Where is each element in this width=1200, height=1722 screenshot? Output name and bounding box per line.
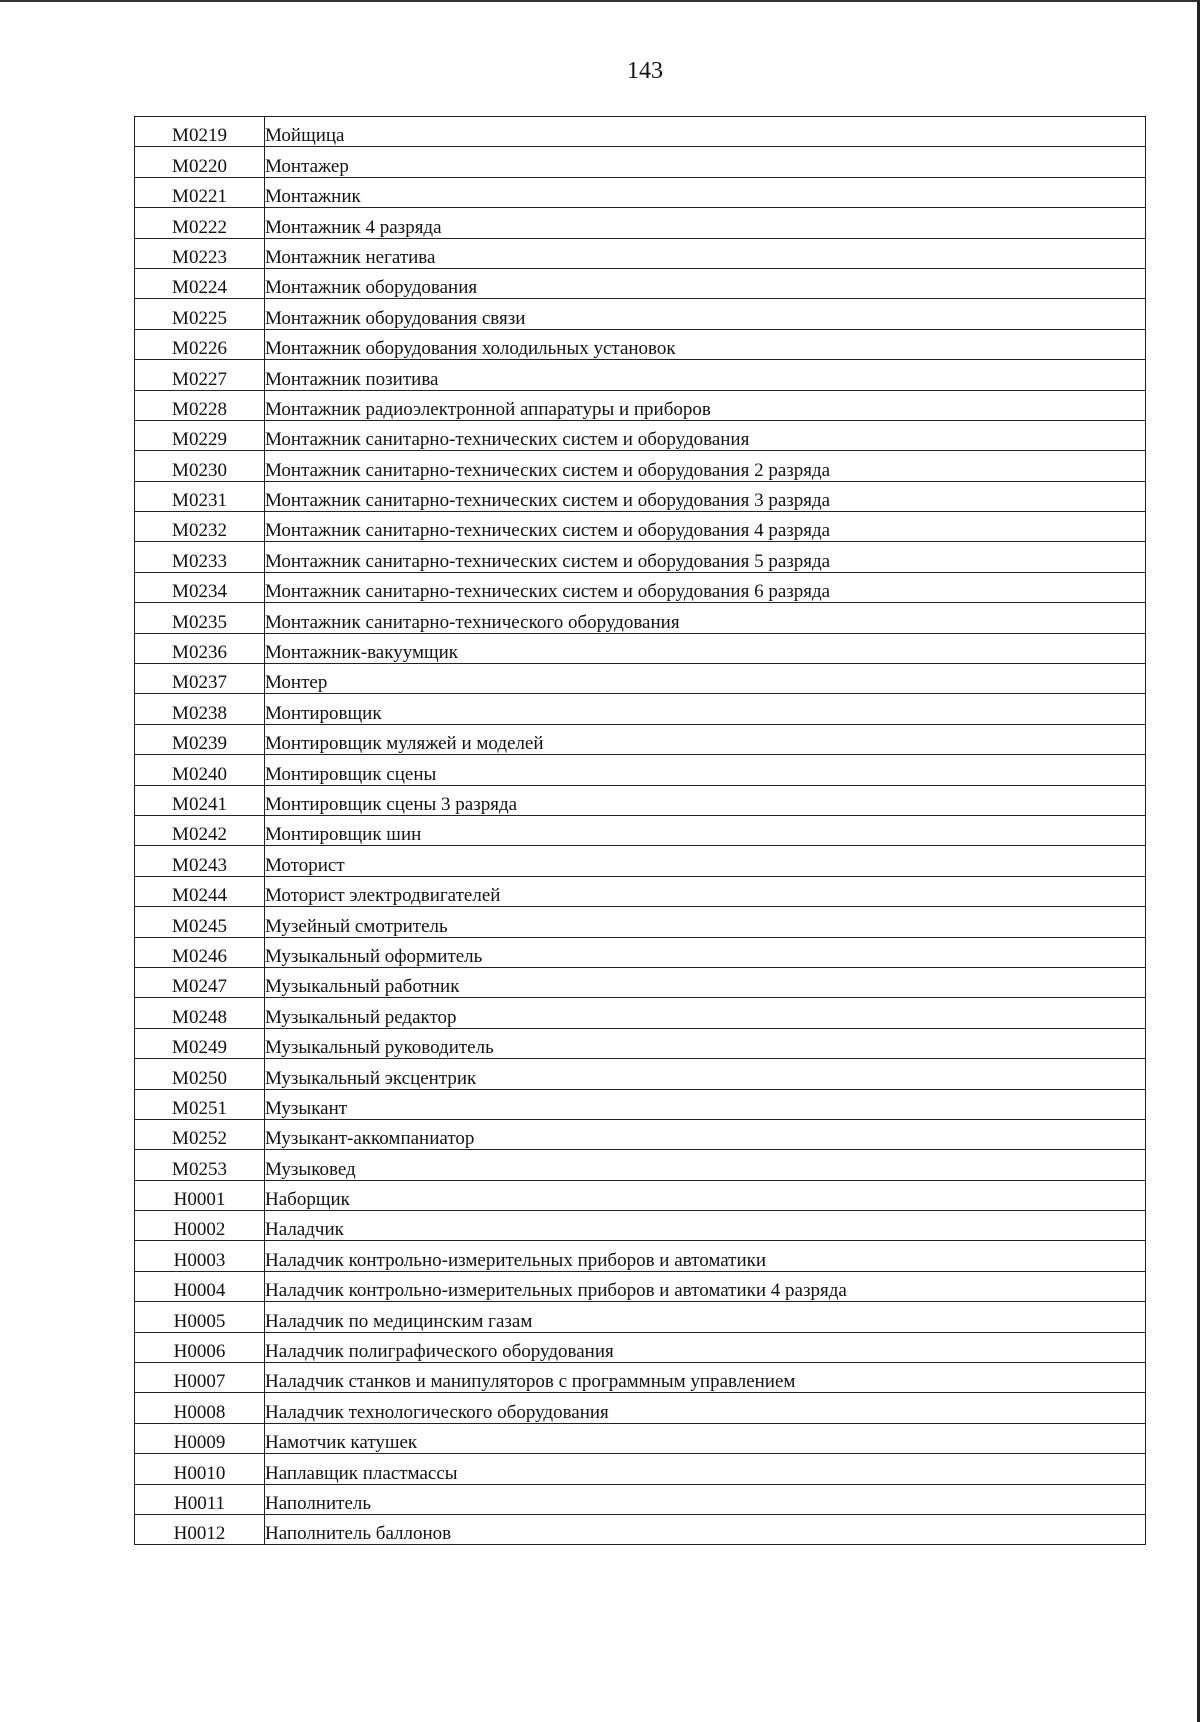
- table-row: [135, 846, 1146, 876]
- profession-name-cell: Музейный смотритель: [265, 907, 1146, 937]
- table-row: [135, 998, 1146, 1028]
- profession-name-cell: Монтажник: [265, 177, 1146, 207]
- code-cell: М0249: [135, 1028, 265, 1058]
- profession-codes-table: [134, 116, 1146, 1545]
- table-row: [135, 1332, 1146, 1362]
- code-cell: М0224: [135, 268, 265, 298]
- code-cell: М0240: [135, 755, 265, 785]
- profession-name-cell: Монтажник оборудования холодильных установок: [265, 329, 1146, 359]
- table-row: [135, 1423, 1146, 1453]
- code-cell: Н0011: [135, 1484, 265, 1514]
- code-cell: Н0012: [135, 1514, 265, 1544]
- table-body: [135, 117, 1146, 1545]
- table-row: [135, 1514, 1146, 1544]
- table-row: [135, 815, 1146, 845]
- table-row: [135, 1089, 1146, 1119]
- table-row: [135, 390, 1146, 420]
- profession-name-cell: Монтажник санитарно-технических систем и оборудования 6 разряда: [265, 572, 1146, 602]
- table-row: [135, 1363, 1146, 1393]
- table-row: [135, 603, 1146, 633]
- code-cell: М0235: [135, 603, 265, 633]
- table-row: [135, 1302, 1146, 1332]
- code-cell: М0227: [135, 360, 265, 390]
- table-row: [135, 572, 1146, 602]
- profession-name-cell: Монтажник санитарно-технических систем и оборудования 2 разряда: [265, 451, 1146, 481]
- table-row: [135, 1150, 1146, 1180]
- code-cell: М0238: [135, 694, 265, 724]
- code-cell: Н0007: [135, 1363, 265, 1393]
- code-cell: М0246: [135, 937, 265, 967]
- code-cell: М0236: [135, 633, 265, 663]
- profession-name-cell: Моторист: [265, 846, 1146, 876]
- code-cell: М0225: [135, 299, 265, 329]
- code-cell: М0247: [135, 967, 265, 997]
- profession-name-cell: Наборщик: [265, 1180, 1146, 1210]
- table-row: [135, 451, 1146, 481]
- table-row: [135, 1028, 1146, 1058]
- profession-name-cell: Наплавщик пластмассы: [265, 1454, 1146, 1484]
- code-cell: М0226: [135, 329, 265, 359]
- table-row: [135, 1484, 1146, 1514]
- code-cell: Н0003: [135, 1241, 265, 1271]
- code-cell: Н0006: [135, 1332, 265, 1362]
- code-cell: М0228: [135, 390, 265, 420]
- code-cell: М0221: [135, 177, 265, 207]
- table-row: [135, 907, 1146, 937]
- code-cell: М0234: [135, 572, 265, 602]
- profession-name-cell: Наладчик по медицинским газам: [265, 1302, 1146, 1332]
- profession-name-cell: Монтировщик сцены: [265, 755, 1146, 785]
- profession-name-cell: Наладчик полиграфического оборудования: [265, 1332, 1146, 1362]
- code-cell: Н0002: [135, 1211, 265, 1241]
- profession-name-cell: Монтажник санитарно-технических систем и оборудования 4 разряда: [265, 512, 1146, 542]
- code-cell: М0241: [135, 785, 265, 815]
- profession-name-cell: Монтажник радиоэлектронной аппаратуры и приборов: [265, 390, 1146, 420]
- code-cell: М0245: [135, 907, 265, 937]
- code-cell: М0231: [135, 481, 265, 511]
- profession-name-cell: Музыкальный руководитель: [265, 1028, 1146, 1058]
- code-cell: М0242: [135, 815, 265, 845]
- table-row: [135, 664, 1146, 694]
- table-row: [135, 268, 1146, 298]
- profession-name-cell: Монтажник оборудования связи: [265, 299, 1146, 329]
- table-row: [135, 481, 1146, 511]
- profession-name-cell: Музыкант-аккомпаниатор: [265, 1119, 1146, 1149]
- table-row: [135, 542, 1146, 572]
- profession-name-cell: Наладчик контрольно-измерительных приборов и автоматики: [265, 1241, 1146, 1271]
- table-row: [135, 1454, 1146, 1484]
- profession-name-cell: Наполнитель баллонов: [265, 1514, 1146, 1544]
- code-cell: Н0008: [135, 1393, 265, 1423]
- profession-name-cell: Монтажник оборудования: [265, 268, 1146, 298]
- code-cell: М0252: [135, 1119, 265, 1149]
- profession-name-cell: Музыковед: [265, 1150, 1146, 1180]
- code-cell: М0219: [135, 117, 265, 147]
- table-row: [135, 238, 1146, 268]
- code-cell: М0239: [135, 724, 265, 754]
- code-cell: М0251: [135, 1089, 265, 1119]
- code-cell: Н0005: [135, 1302, 265, 1332]
- table-row: [135, 208, 1146, 238]
- table-row: [135, 785, 1146, 815]
- code-cell: М0222: [135, 208, 265, 238]
- table-row: [135, 512, 1146, 542]
- code-cell: М0220: [135, 147, 265, 177]
- profession-name-cell: Монтажник негатива: [265, 238, 1146, 268]
- table-row: [135, 329, 1146, 359]
- profession-name-cell: Монтажник санитарно-технических систем и оборудования 3 разряда: [265, 481, 1146, 511]
- profession-name-cell: Монтировщик: [265, 694, 1146, 724]
- profession-name-cell: Наладчик контрольно-измерительных приборов и автоматики 4 разряда: [265, 1271, 1146, 1301]
- profession-name-cell: Монтер: [265, 664, 1146, 694]
- code-cell: М0237: [135, 664, 265, 694]
- table-row: [135, 876, 1146, 906]
- profession-name-cell: Монтажник 4 разряда: [265, 208, 1146, 238]
- profession-name-cell: Музыкальный работник: [265, 967, 1146, 997]
- profession-name-cell: Музыкальный эксцентрик: [265, 1059, 1146, 1089]
- table-row: [135, 633, 1146, 663]
- profession-name-cell: Музыкальный оформитель: [265, 937, 1146, 967]
- code-cell: М0233: [135, 542, 265, 572]
- table-row: [135, 420, 1146, 450]
- table-row: [135, 724, 1146, 754]
- code-cell: М0230: [135, 451, 265, 481]
- code-cell: Н0009: [135, 1423, 265, 1453]
- table-row: [135, 937, 1146, 967]
- profession-name-cell: Наладчик технологического оборудования: [265, 1393, 1146, 1423]
- profession-name-cell: Наполнитель: [265, 1484, 1146, 1514]
- code-cell: М0229: [135, 420, 265, 450]
- table-row: [135, 147, 1146, 177]
- code-cell: М0248: [135, 998, 265, 1028]
- profession-name-cell: Наладчик станков и манипуляторов с программным управлением: [265, 1363, 1146, 1393]
- profession-name-cell: Монтажник санитарно-технических систем и оборудования: [265, 420, 1146, 450]
- table-row: [135, 117, 1146, 147]
- profession-name-cell: Монтировщик сцены 3 разряда: [265, 785, 1146, 815]
- table-row: [135, 1211, 1146, 1241]
- code-cell: Н0010: [135, 1454, 265, 1484]
- table-row: [135, 1119, 1146, 1149]
- code-cell: М0250: [135, 1059, 265, 1089]
- code-cell: М0253: [135, 1150, 265, 1180]
- table-row: [135, 967, 1146, 997]
- code-cell: М0223: [135, 238, 265, 268]
- profession-name-cell: Монтажер: [265, 147, 1146, 177]
- profession-name-cell: Наладчик: [265, 1211, 1146, 1241]
- code-cell: М0232: [135, 512, 265, 542]
- code-cell: М0243: [135, 846, 265, 876]
- profession-name-cell: Монтажник-вакуумщик: [265, 633, 1146, 663]
- profession-name-cell: Мойщица: [265, 117, 1146, 147]
- code-cell: Н0001: [135, 1180, 265, 1210]
- table-row: [135, 360, 1146, 390]
- table-row: [135, 299, 1146, 329]
- profession-name-cell: Монтировщик муляжей и моделей: [265, 724, 1146, 754]
- table-row: [135, 1271, 1146, 1301]
- code-cell: М0244: [135, 876, 265, 906]
- profession-name-cell: Монтировщик шин: [265, 815, 1146, 845]
- table-row: [135, 1393, 1146, 1423]
- table-row: [135, 694, 1146, 724]
- table-row: [135, 755, 1146, 785]
- profession-name-cell: Монтажник санитарно-технических систем и оборудования 5 разряда: [265, 542, 1146, 572]
- table-row: [135, 1241, 1146, 1271]
- profession-name-cell: Намотчик катушек: [265, 1423, 1146, 1453]
- profession-name-cell: Музыкант: [265, 1089, 1146, 1119]
- table-row: [135, 177, 1146, 207]
- profession-name-cell: Музыкальный редактор: [265, 998, 1146, 1028]
- table-row: [135, 1180, 1146, 1210]
- code-cell: Н0004: [135, 1271, 265, 1301]
- profession-name-cell: Монтажник санитарно-технического оборудования: [265, 603, 1146, 633]
- profession-name-cell: Монтажник позитива: [265, 360, 1146, 390]
- profession-name-cell: Моторист электродвигателей: [265, 876, 1146, 906]
- table-row: [135, 1059, 1146, 1089]
- page-number: 143: [627, 58, 663, 84]
